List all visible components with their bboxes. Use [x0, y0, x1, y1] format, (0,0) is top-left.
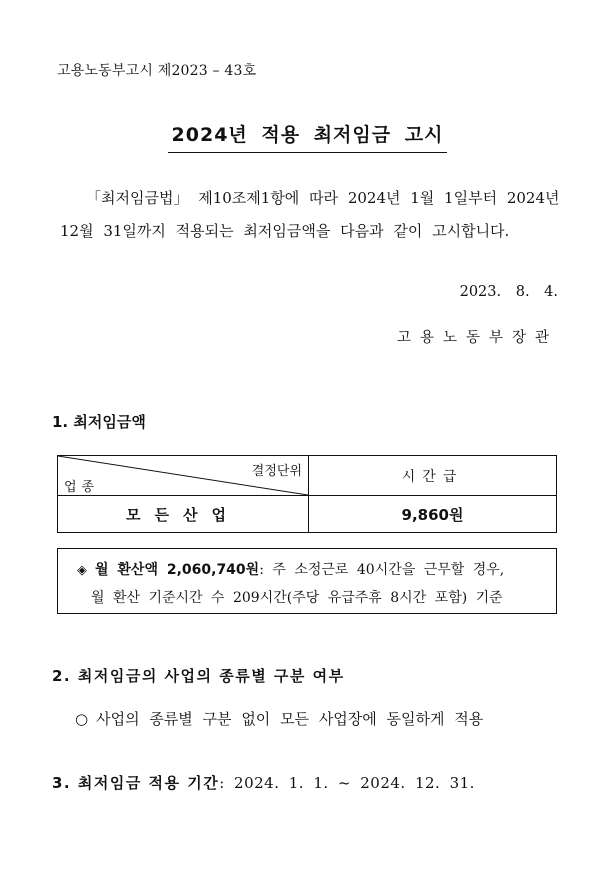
- circle-bullet-icon: ○: [75, 710, 89, 728]
- note-text: : 주 소정근로 40시간을 근무할 경우,: [259, 562, 505, 578]
- note-line-2: 월 환산 기준시간 수 209시간(주당 유급주휴 8시간 포함) 기준: [91, 590, 503, 606]
- notice-date: 2023. 8. 4.: [459, 284, 558, 300]
- document-title: 2024년 적용 최저임금 고시: [168, 120, 448, 153]
- section-2-heading: 2. 최저임금의 사업의 종류별 구분 여부: [52, 667, 345, 685]
- section-3-line: [52, 772, 475, 793]
- diamond-bullet-icon: ◈: [77, 563, 87, 578]
- hourly-wage-value: 9,860원: [401, 505, 464, 524]
- section-1-heading: 1. 최저임금액: [52, 413, 146, 431]
- monthly-amount: 월 환산액 2,060,740원: [95, 562, 260, 578]
- body-text-line-2: 12월 31일까지 적용되는 최저임금액을 다음과 같이 고시합니다.: [60, 222, 510, 240]
- industry-value: 모든산업: [126, 505, 240, 524]
- industry-header-label: 업종: [64, 480, 100, 495]
- body-text-line-1: 「최저임금법」 제10조제1항에 따라 2024년 1월 1일부터 2024년: [86, 189, 560, 207]
- section-2-bullet-text: 사업의 종류별 구분 없이 모든 사업장에 동일하게 적용: [96, 710, 484, 728]
- table-corner-cell: [58, 456, 309, 496]
- industry-cell: [58, 496, 309, 533]
- table-header-row: [58, 456, 557, 496]
- section-3-heading: 3. 최저임금 적용 기간: [52, 774, 220, 792]
- monthly-equivalent-note-box: [57, 548, 557, 614]
- application-period: : 2024. 1. 1. ~ 2024. 12. 31.: [219, 774, 475, 792]
- diagonal-header: [58, 456, 308, 495]
- unit-header-label: 결정단위: [251, 464, 302, 479]
- document-title-wrapper: [0, 120, 615, 153]
- table-row: [58, 496, 557, 533]
- hourly-header-label: 시간급: [401, 468, 464, 485]
- notice-number: 고용노동부고시 제2023 – 43호: [57, 63, 257, 79]
- section-2-bullet: [75, 708, 483, 729]
- note-line-1: [77, 559, 504, 579]
- hourly-header-cell: [309, 456, 557, 496]
- issuer-signature: 고용노동부장관: [396, 330, 558, 346]
- wage-cell: [309, 496, 557, 533]
- minimum-wage-table: [57, 455, 557, 533]
